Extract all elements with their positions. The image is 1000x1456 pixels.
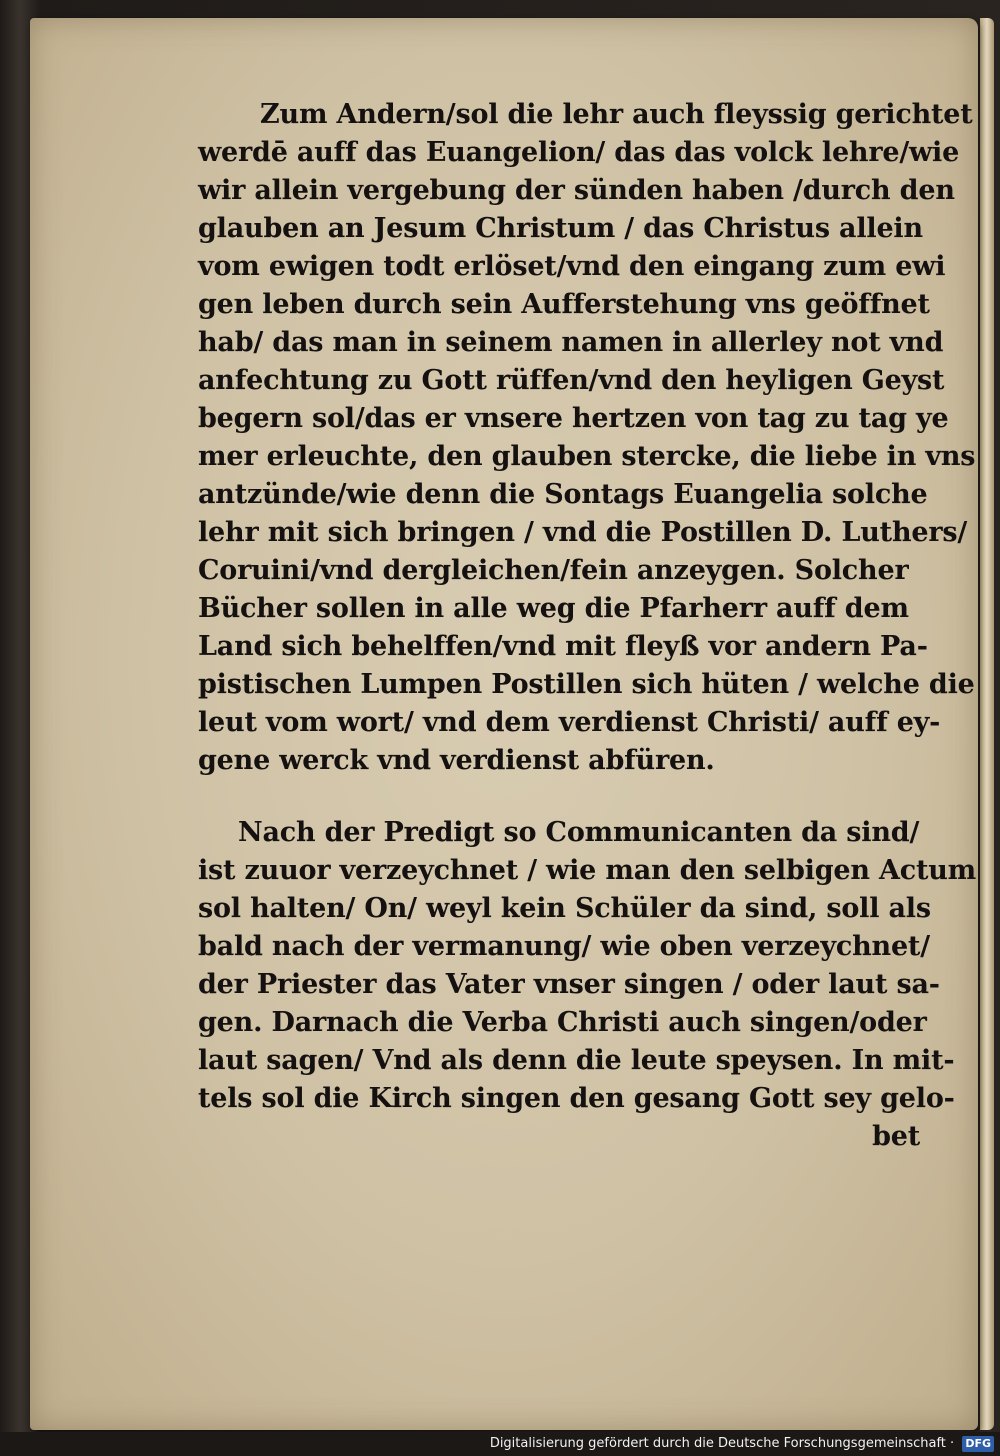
dfg-logo: DFG [962, 1436, 994, 1452]
digitization-footer [0, 1432, 1000, 1456]
page-text [198, 96, 977, 1156]
text-line: anfechtung zu Gott rüffen/vnd den heyligen Geyst [198, 365, 945, 396]
text-line: vom ewigen todt erlöset/vnd den eingang zum ewi [198, 251, 946, 282]
text-line: tels sol die Kirch singen den gesang Gott sey gelo- [198, 1083, 955, 1114]
text-line: begern sol/das er vnsere hertzen von tag zu tag ye [198, 403, 949, 434]
catchword: bet [872, 1121, 920, 1152]
text-line: gen leben durch sein Aufferstehung vns geöffnet [198, 289, 930, 320]
separator: · [945, 1436, 959, 1451]
text-line: gene werck vnd verdienst abfüren. [198, 745, 715, 776]
text-line: Nach der Predigt so Communicanten da sind/ [238, 817, 920, 848]
text-line: Bücher sollen in alle weg die Pfarherr auff dem [198, 593, 909, 624]
text-line: bald nach der vermanung/ wie oben verzeychnet/ [198, 931, 930, 962]
text-line: lehr mit sich bringen / vnd die Postillen D. Luthers/ [198, 517, 968, 548]
text-line: Coruini/vnd dergleichen/fein anzeygen. Solcher [198, 555, 909, 586]
paragraph-1 [198, 96, 976, 780]
funding-credit: Digitalisierung gefördert durch die Deutsche Forschungsgemeinschaft [489, 1436, 946, 1451]
text-line: laut sagen/ Vnd als denn die leute speysen. In mit- [198, 1045, 955, 1076]
text-line: mer erleuchte, den glauben stercke, die liebe in vns [198, 441, 976, 472]
text-line: Zum Andern/sol die lehr auch fleyssig gerichtet [260, 99, 973, 130]
text-line: leut vom wort/ vnd dem verdienst Christi/ auff ey- [198, 707, 941, 738]
text-line: pistischen Lumpen Postillen sich hüten / welche die [198, 669, 975, 700]
text-line: werdē auff das Euangelion/ das das volck lehre/wie [198, 137, 960, 168]
paragraph-2 [198, 814, 977, 1156]
text-line: der Priester das Vater vnser singen / oder laut sa- [198, 969, 940, 1000]
text-line: ist zuuor verzeychnet / wie man den selbigen Actum [198, 855, 977, 886]
text-line: antzünde/wie denn die Sontags Euangelia solche [198, 479, 928, 510]
text-line: Land sich behelffen/vnd mit fleyß vor andern Pa- [198, 631, 928, 662]
text-line: sol halten/ On/ weyl kein Schüler da sind, soll als [198, 893, 931, 924]
text-line: glauben an Jesum Christum / das Christus allein [198, 213, 923, 244]
page-edge [980, 18, 994, 1430]
text-line: hab/ das man in seinem namen in allerley not vnd [198, 327, 944, 358]
text-line: wir allein vergebung der sünden haben /durch den [198, 175, 955, 206]
text-line: gen. Darnach die Verba Christi auch singen/oder [198, 1007, 927, 1038]
